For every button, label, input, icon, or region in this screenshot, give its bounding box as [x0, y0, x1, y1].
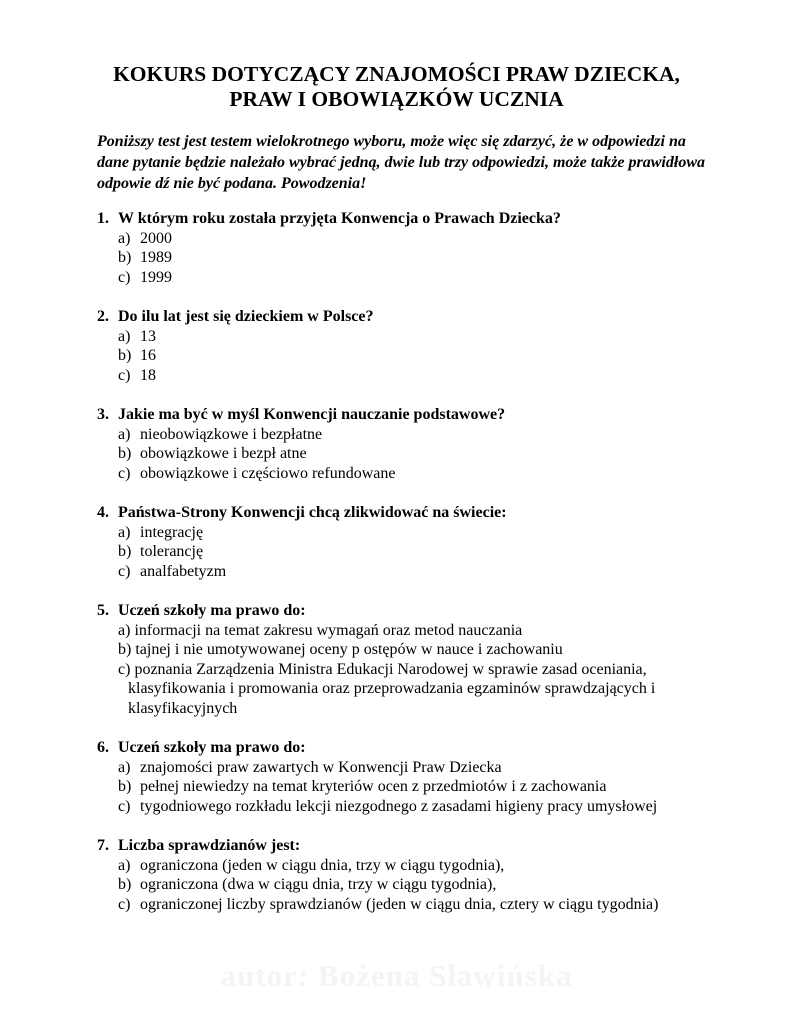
option-letter: b) — [118, 249, 132, 267]
answer-option — [97, 777, 717, 797]
option-text: poznania Zarządzenia Ministra Edukacji Narodowej w sprawie zasad oceniania, — [134, 660, 647, 678]
answer-option — [97, 268, 717, 288]
option-letter: c) — [118, 268, 131, 286]
answer-option — [97, 327, 717, 347]
option-text: pełnej niewiedzy na temat kryteriów ocen z przedmiotów i z zachowania — [140, 778, 607, 796]
question-heading — [97, 503, 717, 523]
question-text: Liczba sprawdzianów jest: — [118, 837, 301, 854]
question-heading — [97, 738, 717, 758]
option-text: tygodniowego rozkładu lekcji niezgodnego z zasadami higieny pracy umysłowej — [140, 797, 658, 815]
intro-text: Poniższy test jest testem wielokrotnego wyboru, może więc się zdarzyć, że w odpowiedzi na dane pytanie będzie należało wybrać jedną, dwie lub trzy odpowiedzi, może także prawidłowa odpowie dź nie być podana. Powodzenia! — [97, 133, 705, 192]
question-number: 7. — [97, 837, 109, 854]
question-number: 4. — [97, 504, 109, 521]
option-text: ograniczona (dwa w ciągu dnia, trzy w ciągu tygodnia), — [140, 876, 497, 894]
answer-option — [97, 562, 717, 582]
title-line-1: KOKURS DOTYCZĄCY ZNAJOMOŚCI PRAW DZIECKA, — [113, 62, 680, 86]
answer-option — [97, 640, 717, 660]
answer-option — [97, 248, 717, 268]
answer-option — [97, 366, 717, 386]
option-text: 2000 — [140, 229, 172, 247]
answer-option — [97, 444, 717, 464]
option-letter: c) — [118, 895, 131, 913]
question-4 — [97, 503, 717, 581]
question-heading — [97, 601, 717, 621]
question-heading — [97, 307, 717, 327]
question-number: 3. — [97, 406, 109, 423]
question-1 — [97, 209, 717, 287]
option-text: 18 — [140, 366, 156, 384]
option-letter: a) — [118, 621, 131, 639]
question-text: Do ilu lat jest się dzieckiem w Polsce? — [118, 308, 374, 325]
question-number: 6. — [97, 739, 109, 756]
answer-option — [97, 542, 717, 562]
question-text: Uczeń szkoły ma prawo do: — [118, 739, 306, 756]
option-letter: b) — [118, 778, 132, 796]
answer-option — [97, 856, 717, 876]
option-letter: a) — [118, 425, 131, 443]
option-text: tolerancję — [140, 543, 204, 561]
author-watermark: autor: Bożena Sławińska — [220, 958, 573, 993]
answer-option — [97, 621, 717, 641]
answer-option — [97, 464, 717, 484]
option-text: integrację — [140, 523, 204, 541]
option-text: ograniczona (jeden w ciągu dnia, trzy w ciągu tygodnia), — [140, 856, 505, 874]
answer-option — [97, 425, 717, 445]
question-text: Uczeń szkoły ma prawo do: — [118, 602, 306, 619]
answer-option — [97, 229, 717, 249]
option-letter: c) — [118, 562, 131, 580]
option-text: informacji na temat zakresu wymagań oraz metod nauczania — [134, 621, 523, 639]
option-text: nieobowiązkowe i bezpłatne — [140, 425, 323, 443]
option-letter: c) — [118, 366, 131, 384]
option-text-continuation: klasyfikowania i promowania oraz przeprowadzania egzaminów sprawdzających i — [128, 680, 656, 698]
option-text: ograniczonej liczby sprawdzianów (jeden w ciągu dnia, cztery w ciągu tygodnia) — [140, 895, 659, 913]
option-letter: c) — [118, 797, 131, 815]
answer-option — [97, 875, 717, 895]
option-text: 13 — [140, 327, 156, 345]
question-text: W którym roku została przyjęta Konwencja o Prawach Dziecka? — [118, 210, 561, 227]
question-heading — [97, 405, 717, 425]
option-letter: a) — [118, 758, 131, 776]
question-number: 2. — [97, 308, 109, 325]
option-letter: b) — [118, 641, 132, 659]
question-heading — [97, 209, 717, 229]
option-letter: c) — [118, 660, 131, 678]
question-6 — [97, 738, 717, 816]
document-title — [60, 62, 733, 112]
option-letter: c) — [118, 464, 131, 482]
option-letter: b) — [118, 543, 132, 561]
option-text: obowiązkowe i bezpł atne — [140, 445, 307, 463]
answer-option — [97, 346, 717, 366]
question-3 — [97, 405, 717, 483]
question-text: Państwa-Strony Konwencji chcą zlikwidować na świecie: — [118, 504, 507, 521]
option-text: tajnej i nie umotywowanej oceny p ostępów w nauce i zachowaniu — [135, 641, 563, 659]
option-letter: b) — [118, 876, 132, 894]
answer-option — [97, 523, 717, 543]
title-line-2: PRAW I OBOWIĄZKÓW UCZNIA — [229, 87, 564, 111]
option-letter: b) — [118, 347, 132, 365]
option-letter: a) — [118, 229, 131, 247]
question-5 — [97, 601, 717, 719]
option-letter: a) — [118, 327, 131, 345]
option-text: znajomości praw zawartych w Konwencji Praw Dziecka — [140, 758, 502, 776]
option-letter: a) — [118, 523, 131, 541]
answer-option — [97, 895, 717, 915]
option-text-continuation: klasyfikacyjnych — [128, 699, 238, 717]
question-number: 1. — [97, 210, 109, 227]
option-letter: a) — [118, 856, 131, 874]
answer-option — [97, 797, 717, 817]
option-letter: b) — [118, 445, 132, 463]
question-number: 5. — [97, 602, 109, 619]
question-heading — [97, 836, 717, 856]
answer-option — [97, 758, 717, 778]
option-text: 16 — [140, 347, 156, 365]
option-text: 1989 — [140, 249, 172, 267]
answer-option — [97, 660, 717, 719]
question-2 — [97, 307, 717, 385]
option-text: 1999 — [140, 268, 172, 286]
question-text: Jakie ma być w myśl Konwencji nauczanie podstawowe? — [118, 406, 506, 423]
option-text: analfabetyzm — [140, 562, 227, 580]
question-7 — [97, 836, 717, 914]
option-text: obowiązkowe i częściowo refundowane — [140, 464, 396, 482]
